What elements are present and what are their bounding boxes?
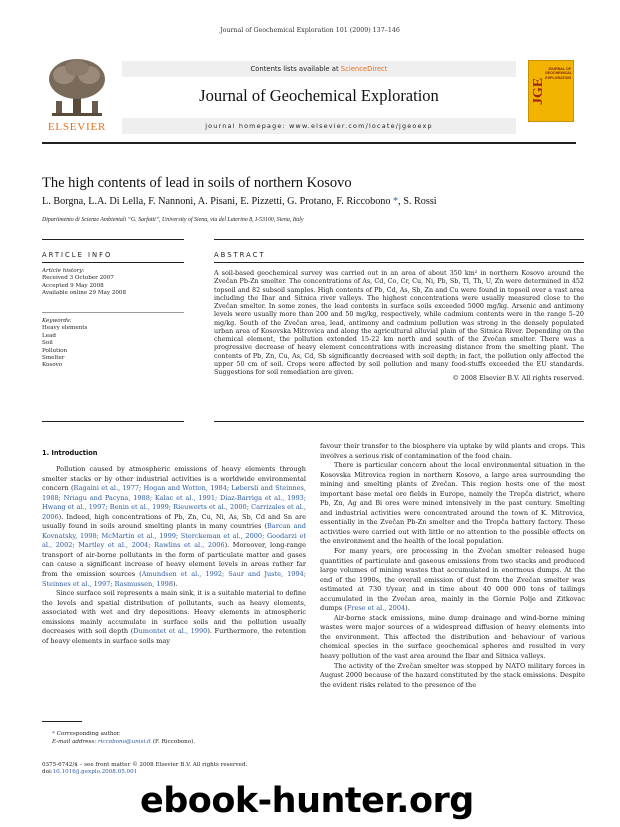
body-left-column: [42, 465, 306, 646]
citation-link[interactable]: Amundsen et al., 1992; Saur and Juste, 1994; Steinnes et al., 1997; Rasmussen, 1998: [42, 570, 306, 588]
citation-link[interactable]: Barcan and Kovnatsky, 1998; McMartin et al., 1999; Sterckeman et al., 2000; Goodarzi et al., 2002; Martley et al., 2004; Rawlins et al., 2006: [42, 522, 306, 550]
journal-homepage[interactable]: journal homepage: www.elsevier.com/locate/jgeoexp: [122, 118, 516, 134]
copyright-notice: © 2008 Elsevier B.V. All rights reserved.: [452, 374, 584, 382]
email-suffix: (F. Riccobono).: [151, 738, 196, 745]
issn-block: [42, 762, 247, 777]
email-link[interactable]: riccobono@unisi.it: [97, 738, 152, 745]
contents-prefix: Contents lists available at: [250, 65, 341, 73]
keyword: Soil: [42, 340, 53, 347]
doi-label: doi:: [42, 769, 53, 776]
journal-title: Journal of Geochemical Exploration: [199, 86, 439, 105]
abstract-heading: ABSTRACT: [214, 251, 266, 259]
intro-paragraph-2: Since surface soil represents a main sink, it is a suitable material to define the levels and spatial distribution of pollutants, such as heavy elements, associated with wet and dry depositions. Heavy elements in atmospheric emissions mainly accumulate in surface soils and the pollution usually decreases with soil depth (Dumontet et al., 1990). Furthermore, the retention of heavy elements in surface soils may: [42, 589, 307, 645]
keyword: Kosovo: [42, 362, 63, 369]
journal-cover[interactable]: [528, 60, 574, 122]
intro-paragraph-4: For many years, ore processing in the Zvečan smelter released huge quantities of particulate and gaseous emissions from two stacks and produced large volumes of mining wastes that accumulated in enormous dumps. At the end of the 1990s, the overall emission of dust from the Zvečan smelter was estimated at 730 t/year, and in time about 40 000 000 tons of tailings accumulated in the Zvečan area, mainly in the Gornie Polje and Zitkovac dumps (Frese et al., 2004).: [320, 547, 585, 613]
history-received: Received 3 October 2007: [42, 275, 114, 282]
cover-abbreviation: JGE: [531, 77, 546, 105]
abstract-rule-bottom: [214, 421, 584, 422]
abstract-rule-mid: [214, 262, 584, 263]
cover-title: JOURNAL OF GEOCHEMICAL EXPLORATION: [545, 67, 572, 80]
body-right-column: [320, 442, 585, 690]
author-list: [42, 196, 437, 207]
abstract-text: A soil-based geochemical survey was carried out in an area of about 350 km² in northern Kosovo around the Zvečan Pb-Zn smelter. The concentrations of As, Cd, Co, Cr, Cu, Ni, Pb, Sb, Tl, Th, U, Zn were determined in 452 topsoil and 82 subsoil samples. High contents of Pb, Cd, As, Sb, Zn and Cu were found in topsoil over a vast area including the Ibar and Sitnica river valleys. The highest concentrations were usually measured close to the Zvečan smelter. In some zones, the lead contents in surface soils exceeded 5000 mg/kg. Arsenic and antimony levels were usually more than 200 and 50 mg/kg, respectively, while cadmium contents were in the range 5–20 mg/kg. South of the Zvečan area, lead, antimony and cadmium pollution was strong in the densely populated urban area of Kosovska Mitrovica and along the agricultural alluvial plain of the Sitnica River. Depending on the chemical element, the pollution extended 15-22 km north and south of the Zvečan smelter. There was a progressive decrease of heavy element concentrations with increasing distance from the smelting plant. The contents of Pb, Zn, Cu, As, Cd, Sb significantly decreased with soil depth; in fact, the pollution only affected the upper 50 cm of soil. Crops were affected by soil pollution and many food-stuffs exceeded the EU standards. Suggestions for soil remediation are given.: [214, 269, 584, 376]
intro-paragraph-5: Air-borne stack emissions, mine dump drainage and wind-borne mining wastes were major sources of a widespread diffusion of heavy elements into the environment. This affected the distribution and behaviour of various chemical species in the surface geochemical spheres and resulted in very heavy pollution of the vast area around the Ibar and Sitnica valleys.: [320, 613, 585, 661]
journal-citation: Journal of Geochemical Exploration 101 (2009) 137–146: [220, 27, 400, 34]
keyword: Pollution: [42, 347, 68, 354]
elsevier-logo[interactable]: [42, 57, 112, 133]
issn-line: 0375-6742/$ – see front matter © 2008 Elsevier B.V. All rights reserved.: [42, 762, 248, 768]
elsevier-wordmark: ELSEVIER: [47, 121, 107, 133]
info-rule-top: [42, 239, 184, 240]
keywords-label: Keywords:: [42, 318, 72, 324]
citation-link[interactable]: Ragaini et al., 1977; Hogan and Wotton, 1984; Løbersli and Steinnes, 1988; Nriagu and Pacyna, 1988; Kalac et al., 1991; Díaz-Barriga et al., 1993; Hwang et al., 1997; Benin et al., 1999; Rieuwerts et al., 2000; Carrizales et al., 2006: [42, 484, 306, 521]
info-rule-bottom: [42, 421, 184, 422]
corresponding-author-mark[interactable]: *: [393, 196, 399, 207]
citation-link[interactable]: Frese et al., 2004: [346, 604, 406, 613]
history-accepted: Accepted 9 May 2008: [42, 282, 104, 289]
keywords: [42, 318, 182, 370]
masthead-rule: [42, 142, 576, 144]
keyword: Heavy elements: [42, 325, 88, 332]
intro-paragraph-1: Pollution caused by atmospheric emissions of heavy elements through smelter stacks or by other industrial activities is a worldwide environmental concern (Ragaini et al., 1977; Hogan and Wotton, 1984; Løbersli and Steinnes, 1988; Nriagu and Pacyna, 1988; Kalac et al., 1991; Díaz-Barriga et al., 1993; Hwang et al., 1997; Benin et al., 1999; Rieuwerts et al., 2000; Carrizales et al., 2006). Indeed, high concentrations of Pb, Zn, Cu, Ni, As, Sb, Cd and Sn are usually found in soils around smelting plants in many countries (Barcan and Kovnatsky, 1998; McMartin et al., 1999; Sterckeman et al., 2000; Goodarzi et al., 2002; Martley et al., 2004; Rawlins et al., 2006). Moreover, long-range transport of air-borne pollutants in the form of particulate matter and gases can cause a significant increase of heavy element levels in areas rather far from the emission sources (Amundsen et al., 1992; Saur and Juste, 1994; Steinnes et al., 1997; Rasmussen, 1998).: [42, 465, 306, 588]
footnote-corresponding: Corresponding author.: [56, 731, 121, 737]
intro-paragraph-continued: favour their transfer to the biosphere via uptake by wild plants and crops. This involves a serious risk of contamination of the food chain.: [320, 442, 585, 460]
section-heading-introduction: 1. Introduction: [42, 449, 98, 457]
info-rule-divider: [42, 312, 184, 313]
history-label: Article history:: [42, 268, 85, 274]
email-label: E-mail address:: [52, 738, 98, 745]
abstract-rule-top: [214, 239, 584, 240]
affiliation: Dipartimento di Scienze Ambientali “G. Sarfatti”, University of Siena, via del Laterino 8, I-53100, Siena, Italy: [42, 217, 304, 223]
keyword: Lead: [42, 332, 56, 339]
corresponding-author-footnote: [52, 731, 195, 747]
doi-line: [42, 769, 247, 776]
history-online: Available online 29 May 2008: [42, 290, 127, 297]
keyword: Smelter: [42, 355, 65, 362]
article-title: The high contents of lead in soils of northern Kosovo: [42, 175, 352, 191]
authors-main: L. Borgna, L.A. Di Lella, F. Nannoni, A. Pisani, E. Pizzetti, G. Protano, F. Riccobono: [42, 196, 394, 207]
authors-last: , S. Rossi: [398, 196, 437, 207]
footnote-rule: [42, 721, 82, 722]
intro-paragraph-6: The activity of the Zvečan smelter was stopped by NATO military forces in August 2000 because of the hazard constituted by the stack emissions. Despite the evident risks related to the presence of the: [320, 661, 585, 689]
footnote-mark: *: [52, 731, 55, 737]
doi-link[interactable]: 10.1016/j.gexplo.2008.05.001: [52, 769, 138, 776]
contents-bar: [122, 61, 516, 77]
article-info-heading: ARTICLE INFO: [42, 251, 113, 259]
sciencedirect-link[interactable]: ScienceDirect: [340, 65, 388, 73]
info-rule-mid: [42, 262, 184, 263]
watermark: ebook-hunter.org: [140, 781, 474, 821]
article-history: [42, 268, 182, 298]
tree-icon: [42, 57, 112, 119]
citation-link[interactable]: Dumontet et al., 1990: [133, 627, 208, 636]
intro-paragraph-3: There is particular concern about the local environmental situation in the Kosovska Mitrovica region in northern Kosovo, a large area surrounding the mining and smelting plants of Zvečan. This region hosts one of the most important base metal ore fields in Europe, namely the Trepča district, where Pb, Zn, Ag and Bi ores were mined intensively in the past century. Smelting and industrial activities were concentrated around the town of K. Mitrovica, essentially in the Zvečan Pb-Zn smelter and the Trepča battery factory. These activities were carried out with little or no attention to the possible effects on the environment and the health of the local population.: [320, 461, 585, 546]
